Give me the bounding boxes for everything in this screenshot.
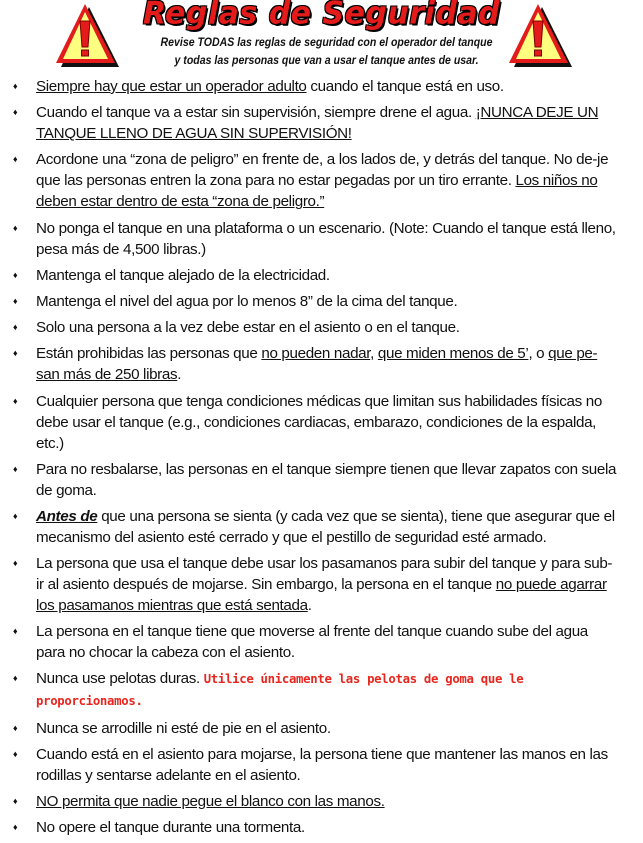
bullet-icon: ♦ (13, 626, 18, 637)
rule-text: Los niños no deben estar dentro de esta “zona de peligro.” (36, 172, 598, 211)
rule-text: Mantenga el tanque alejado de la electricidad. (36, 266, 330, 284)
rule-text: Acordone una “zona de peligro” en frente de, a los lados de, y detrás del tanque. No de-je que las personas entren la zona para no estar pegadas por un tiro errante. (36, 151, 609, 190)
subtitle-line-2: y todas las personas que van a usar el tanque antes de usar. (174, 53, 479, 67)
bullet-icon: ♦ (13, 81, 18, 91)
rule-text: Nunca use pelotas duras. (36, 670, 204, 688)
rule-item (0, 718, 643, 739)
rule-text: que una persona se sienta (y cada vez que se sienta), tiene que asegurar que el mecanismo del asiento esté cerrado y que el pestillo de seguridad esté armado. (36, 507, 615, 546)
rule-text: que pe-san más de 250 libras (36, 345, 598, 384)
rule-text: No ponga el tanque en una plataforma o un escenario. (Note: Cuando el tanque está lleno, pesa más de 4,500 libras.) (36, 219, 616, 258)
subtitle-emphasis: Revise TODAS (160, 35, 235, 49)
rule-text: Nunca se arrodille ni esté de pie en el asiento. (36, 719, 331, 737)
rule-text: ¡NUNCA DEJE UN TANQUE LLENO DE AGUA SIN SUPERVISIÓN! (36, 104, 599, 143)
bullet-icon: ♦ (13, 269, 18, 280)
rule-text: , o (528, 345, 549, 363)
bullet-icon: ♦ (13, 673, 18, 684)
bullet-icon: ♦ (13, 295, 18, 306)
rule-item (0, 343, 643, 385)
rule-text: . (307, 597, 312, 615)
rule-item (0, 506, 643, 548)
rule-text: La persona en el tanque tiene que moverse al frente del tanque cuando sube del agua para no chocar la cabeza con el asiento. (36, 623, 588, 662)
rule-text: Para no resbalarse, las personas en el tanque siempre tienen que llevar zapatos con suela de goma. (36, 460, 617, 499)
rule-item (0, 668, 643, 712)
rule-text: cuando el tanque está en uso. (306, 78, 504, 95)
header (0, 0, 643, 74)
rule-item (0, 744, 643, 786)
rule-text: no puede agarrar los pasamanos mientras que está sentada (36, 576, 607, 615)
bullet-icon: ♦ (13, 822, 18, 833)
rule-text: Cuando el tanque va a estar sin supervisión, siempre drene el agua. (36, 104, 476, 122)
rules-list (0, 76, 643, 843)
rule-item (0, 218, 643, 260)
rule-text: Cuando está en el asiento para mojarse, la persona tiene que mantener las manos en las rodillas y sentarse adelante en el asiento. (36, 745, 608, 784)
bullet-icon: ♦ (13, 154, 18, 165)
bullet-icon: ♦ (13, 222, 18, 233)
rule-text: No opere el tanque durante una tormenta. (36, 819, 305, 837)
rule-text: Están prohibidas las personas que (36, 345, 262, 363)
rule-text: . (177, 366, 182, 384)
rule-text: Siempre hay que estar un operador adulto (36, 78, 307, 95)
rule-item (0, 102, 643, 144)
bullet-icon: ♦ (13, 395, 18, 406)
rule-text: no pueden nadar (261, 345, 371, 363)
rule-text: La persona que usa el tanque debe usar los pasamanos para subir del tanque y para sub-ir al asiento después de mojarse. Sin embargo, la persona en el tanque (36, 555, 613, 594)
rule-item (0, 459, 643, 501)
bullet-icon: ♦ (13, 722, 18, 733)
bullet-icon: ♦ (13, 796, 18, 806)
rule-item (0, 391, 643, 454)
rule-text: , (370, 345, 378, 363)
rule-item (0, 553, 643, 616)
rule-text: NO permita que nadie pegue el blanco con las manos. (36, 793, 385, 810)
rule-item (0, 817, 643, 838)
subtitle-line-1 (44, 35, 610, 49)
bullet-icon: ♦ (13, 510, 18, 521)
rule-item (0, 149, 643, 212)
bullet-icon: ♦ (13, 348, 18, 359)
page-title: Reglas de Seguridad (142, 0, 501, 32)
bullet-icon: ♦ (13, 748, 18, 759)
rule-item (0, 76, 643, 97)
rule-text: que miden menos de 5’ (377, 345, 529, 363)
subtitle-rest: las reglas de seguridad con el operador del tanque (234, 35, 493, 49)
bullet-icon: ♦ (13, 107, 18, 118)
rule-item (0, 317, 643, 338)
rule-text: Utilice únicamente las pelotas de goma que le proporcionamos. (36, 672, 524, 709)
rule-text: Mantenga el nivel del agua por lo menos 8” de la cima del tanque. (36, 292, 458, 310)
rule-text: Solo una persona a la vez debe estar en el asiento o en el tanque. (36, 319, 460, 337)
rule-text: Antes de (36, 507, 98, 525)
rule-text: Cualquier persona que tenga condiciones médicas que limitan sus habilidades físicas no debe usar el tanque (e.g., condiciones cardiacas, embarazo, condiciones de la espalda, etc.) (36, 392, 602, 452)
rule-item (0, 265, 643, 286)
rule-item (0, 621, 643, 663)
rule-item (0, 291, 643, 312)
rule-item (0, 791, 643, 812)
bullet-icon: ♦ (13, 558, 18, 569)
bullet-icon: ♦ (13, 463, 18, 474)
bullet-icon: ♦ (13, 322, 18, 333)
